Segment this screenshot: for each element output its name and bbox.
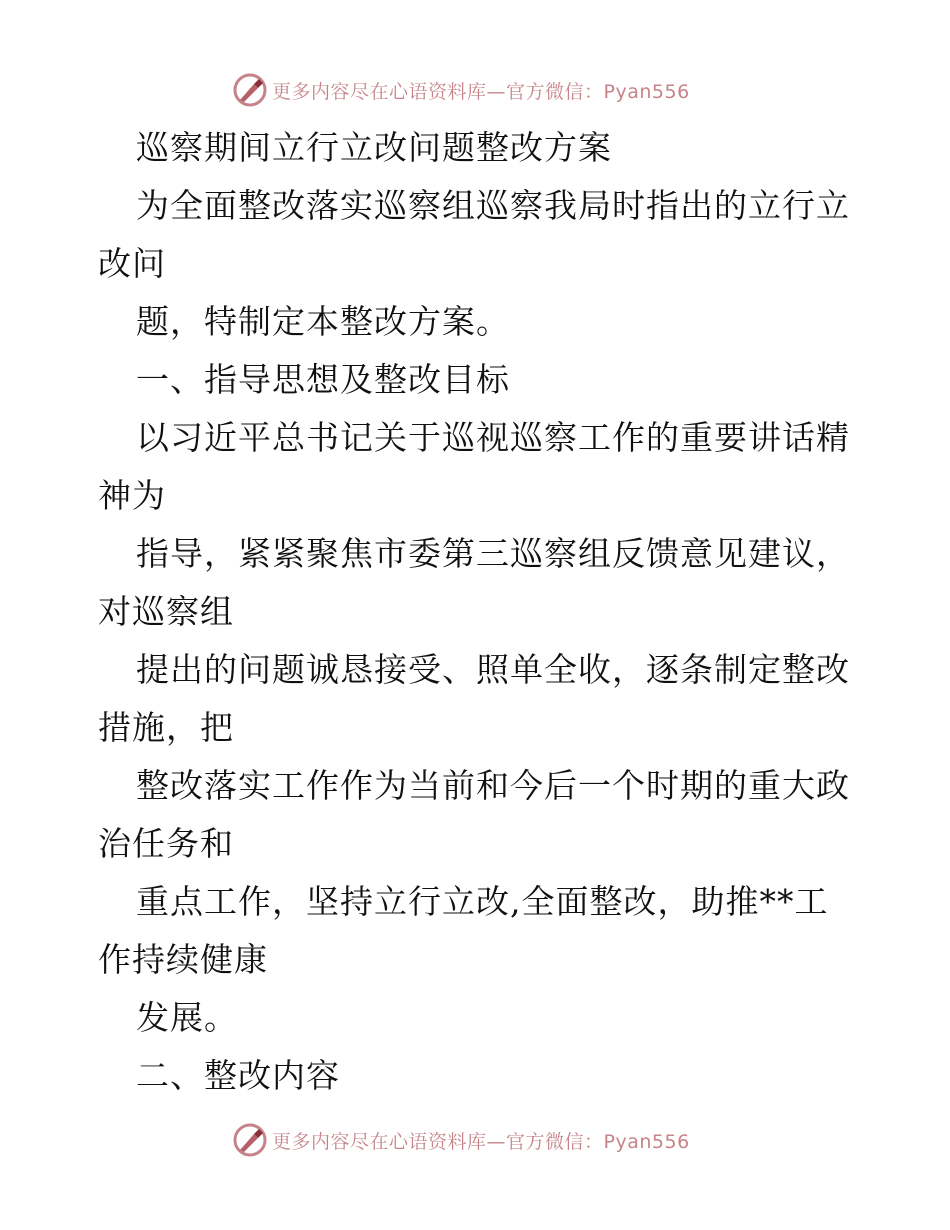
paragraph-line: 题，特制定本整改方案。 xyxy=(136,302,510,341)
pen-logo-icon xyxy=(232,72,268,108)
paragraph-line: 措施，把 xyxy=(98,708,234,747)
paragraph-line: 重点工作，坚持立行立改,全面整改，助推**工 xyxy=(136,882,829,921)
section-heading: 一、指导思想及整改目标 xyxy=(136,360,510,399)
paragraph-line: 神为 xyxy=(98,476,166,515)
paragraph-line: 改问 xyxy=(98,244,166,283)
paragraph-line: 整改落实工作作为当前和今后一个时期的重大政 xyxy=(136,766,850,805)
document-title: 巡察期间立行立改问题整改方案 xyxy=(136,128,612,167)
watermark-text: 更多内容尽在心语资料库—官方微信：Pyan556 xyxy=(272,80,690,103)
paragraph-line: 以习近平总书记关于巡视巡察工作的重要讲话精 xyxy=(136,418,850,457)
paragraph-line: 治任务和 xyxy=(98,824,234,863)
paragraph-line: 为全面整改落实巡察组巡察我局时指出的立行立 xyxy=(136,186,850,225)
footer-watermark xyxy=(232,1120,690,1160)
paragraph-line: 指导，紧紧聚焦市委第三巡察组反馈意见建议， xyxy=(136,534,850,573)
paragraph-line: 发展。 xyxy=(136,998,238,1037)
paragraph-line: 作持续健康 xyxy=(98,940,268,979)
watermark-text: 更多内容尽在心语资料库—官方微信：Pyan556 xyxy=(272,1130,690,1153)
section-heading: 二、整改内容 xyxy=(136,1056,340,1095)
paragraph-line: 对巡察组 xyxy=(98,592,234,631)
pen-logo-icon xyxy=(232,1122,268,1158)
header-watermark xyxy=(232,70,690,110)
paragraph-line: 提出的问题诚恳接受、照单全收，逐条制定整改 xyxy=(136,650,850,689)
